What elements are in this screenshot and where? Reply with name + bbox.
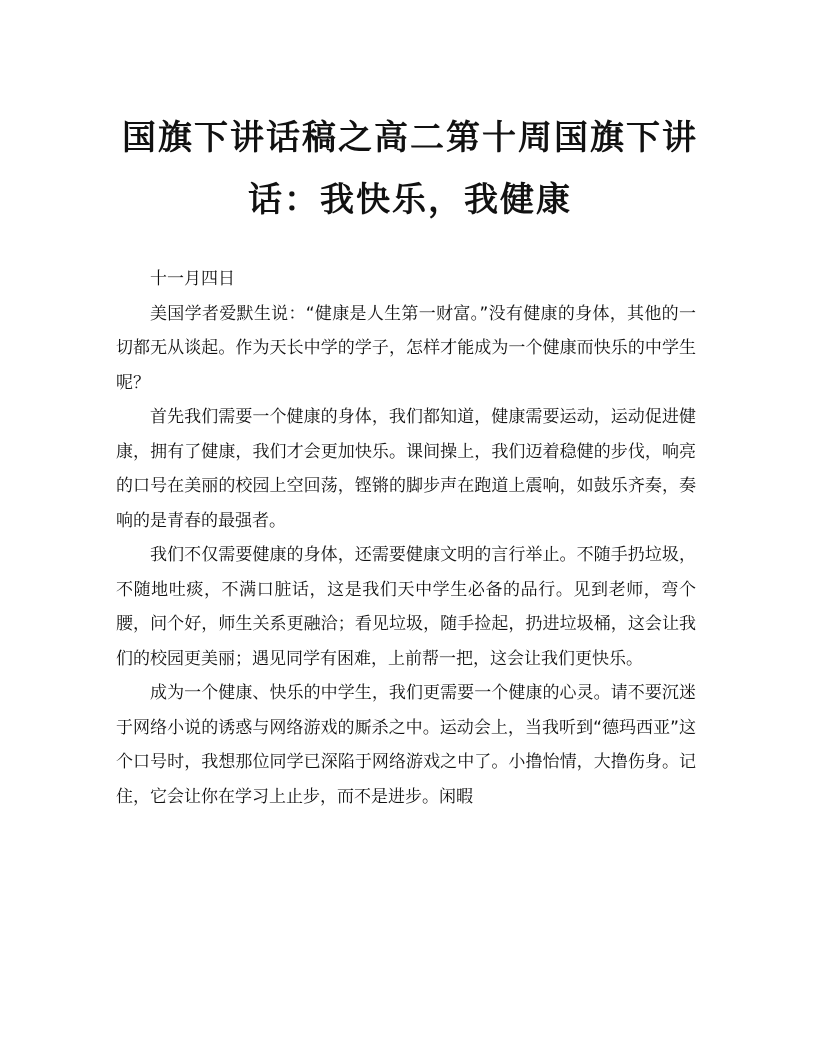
date-line: 十一月四日 [150, 269, 235, 289]
document-body [116, 262, 696, 814]
paragraph: 美国学者爱默生说：“健康是人生第一财富。”没有健康的身体，其他的一切都无从谈起。作为天长中学的学子，怎样才能成为一个健康而快乐的中学生呢？ [116, 303, 696, 393]
paragraph: 我们不仅需要健康的身体，还需要健康文明的言行举止。不随手扔垃圾，不随地吐痰，不满口脏话，这是我们天中学生必备的品行。见到老师，弯个腰，问个好，师生关系更融洽；看见垃圾，随手捡起，扔进垃圾桶，这会让我们的校园更美丽；遇见同学有困难，上前帮一把，这会让我们更快乐。 [116, 545, 696, 669]
paragraph: 成为一个健康、快乐的中学生，我们更需要一个健康的心灵。请不要沉迷于网络小说的诱惑与网络游戏的厮杀之中。运动会上，当我听到“德玛西亚”这个口号时，我想那位同学已深陷于网络游戏之中了。小撸怡情，大撸伤身。记住，它会让你在学习上止步，而不是进步。闲暇 [116, 683, 696, 807]
paragraph: 首先我们需要一个健康的身体，我们都知道，健康需要运动，运动促进健康，拥有了健康，我们才会更加快乐。课间操上，我们迈着稳健的步伐，响亮的口号在美丽的校园上空回荡，铿锵的脚步声在跑道上震响，如鼓乐齐奏，奏响的是青春的最强者。 [116, 407, 696, 531]
document-title-line-1: 国旗下讲话稿之高二第十周国旗下讲 [122, 118, 698, 158]
document-title-line-2: 话：我快乐，我健康 [248, 180, 572, 220]
